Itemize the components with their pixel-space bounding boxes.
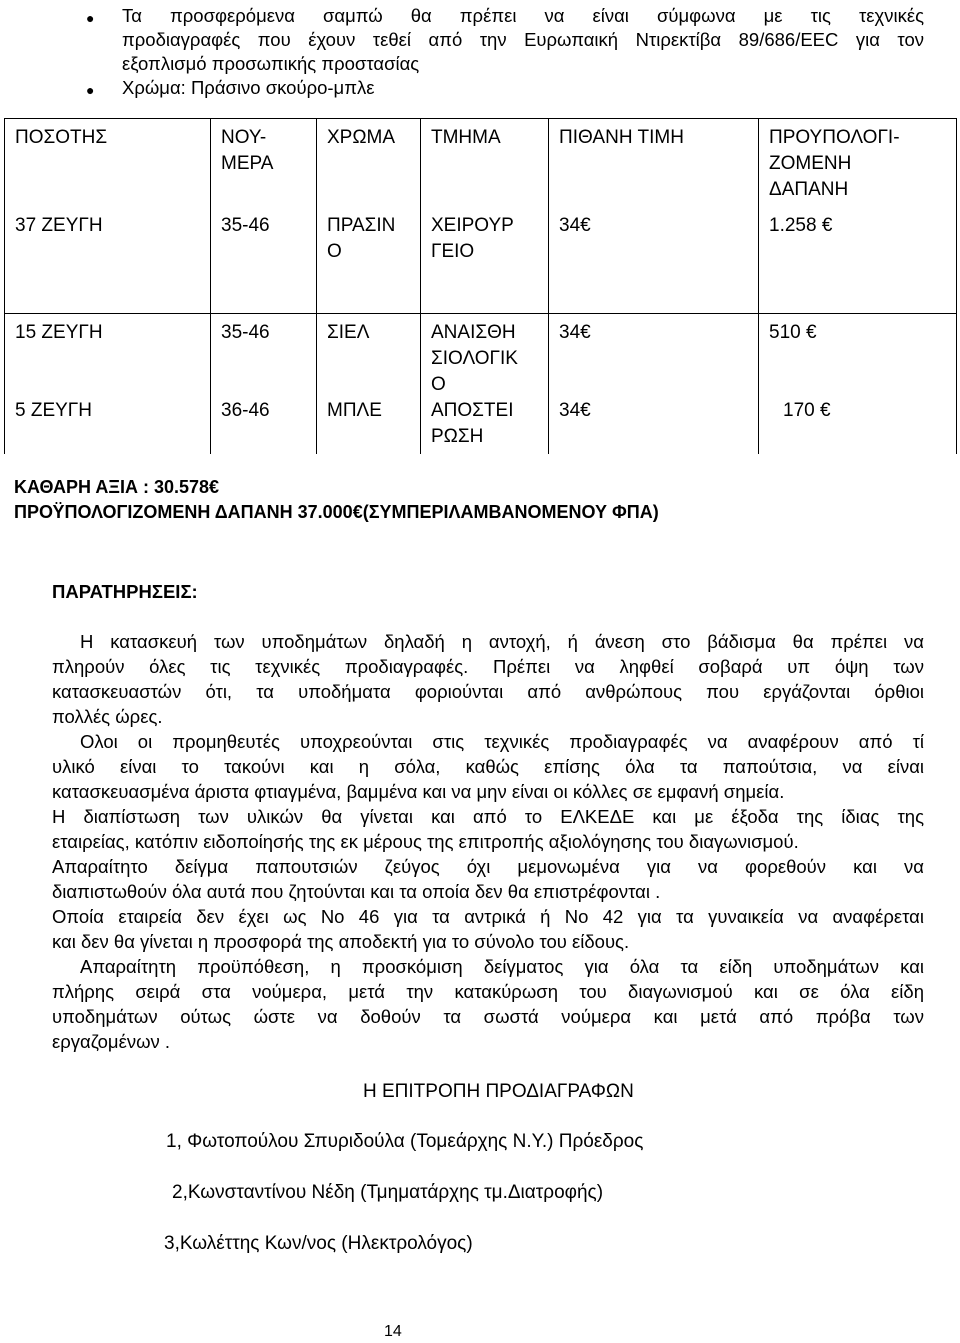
header-department: ΤΜΗΜΑ (421, 119, 549, 208)
header-budget: ΠΡΟΥΠΟΛΟΓΙ- ΖΟΜΕΝΗ ΔΑΠΑΝΗ (759, 119, 957, 208)
remark-line: εργαζομένων . (52, 1031, 171, 1052)
remark-line: Οποία εταιρεία δεν έχει ως Νο 46 για τα αντρικά ή Νο 42 για τα γυναικεία να αναφέρεται (52, 906, 924, 927)
table-header-row (5, 119, 957, 208)
cell-size: 35-46 36-46 (211, 314, 317, 455)
bullet-1-line-2: προδιαγραφές που έχουν τεθεί από την Ευρωπαική Ντιρεκτίβα 89/686/ΕΕC για τον (122, 29, 924, 50)
cell-department: ΑΝΑΙΣΘΗ ΣΙΟΛΟΓΙΚ Ο ΑΠΟΣΤΕΙ ΡΩΣΗ (421, 314, 549, 455)
committee-member: 2,Κωνσταντίνου Νέδη (Τμηματάρχης τμ.Διατροφής) (172, 1182, 604, 1203)
table-row (5, 207, 957, 314)
remark-line: πληρούν όλες τις τεχνικές προδιαγραφές. Πρέπει να ληφθεί σοβαρά υπ όψη των (52, 656, 924, 677)
remark-line: κατασκευαστών ότι, τα υποδήματα φοριούνται από ανθρώπους που εργάζονται όρθιοι (52, 681, 924, 702)
remarks-title: ΠΑΡΑΤΗΡΗΣΕΙΣ: (52, 581, 198, 602)
cell-size: 35-46 (211, 207, 317, 314)
bullet-1-line-3: εξοπλισμό προσωπικής προστασίας (122, 53, 420, 74)
bullet-2-line-1: Χρώμα: Πράσινο σκούρο-μπλε (122, 77, 375, 98)
remark-line: και δεν θα γίνεται η προσφορά της αποδεκτή για το σύνολο του είδους. (52, 931, 630, 952)
page-number: 14 (384, 1323, 402, 1340)
remark-line: διαπιστωθούν όλα αυτά που ζητούνται και τα οποία δεν θα επιστρέφονται . (52, 881, 661, 902)
remark-line: υποδημάτων ούτως ώστε να δοθούν τα σωστά νούμερα και μετά από πρόβα των (52, 1006, 924, 1027)
budget-total: ΠΡΟΫΠΟΛΟΓΙΖΟΜΕΝΗ ΔΑΠΑΝΗ 37.000€(ΣΥΜΠΕΡΙΛΑΜΒΑΝΟΜΕΝΟΥ ΦΠΑ) (14, 502, 659, 522)
remark-line: Απαραίτητο δείγμα παπουτσιών ζεύγος όχι μεμονωμένα για να φορεθούν και να (52, 856, 924, 877)
committee-member: 3,Κωλέττης Κων/νος (Ηλεκτρολόγος) (164, 1233, 473, 1254)
cell-price: 34€ 34€ (549, 314, 759, 455)
cell-price: 34€ (549, 207, 759, 314)
bullet-dot: ● (86, 82, 95, 98)
remark-line: Απαραίτητη προϋπόθεση, η προσκόμιση δείγματος για όλα τα είδη υποδημάτων και (80, 956, 924, 977)
cell-department: ΧΕΙΡΟΥΡ ΓΕΙΟ (421, 207, 549, 314)
cell-quantity: 15 ΖΕΥΓΗ 5 ΖΕΥΓΗ (5, 314, 211, 455)
header-color: ΧΡΩΜΑ (317, 119, 421, 208)
header-price: ΠΙΘΑΝΗ ΤΙΜΗ (549, 119, 759, 208)
cell-color: ΠΡΑΣΙΝ Ο (317, 207, 421, 314)
committee-title: Η ΕΠΙΤΡΟΠΗ ΠΡΟΔΙΑΓΡΑΦΩΝ (363, 1081, 634, 1102)
remark-line: Η διαπίστωση των υλικών θα γίνεται και από το ΕΛΚΕΔΕ και με έξοδα της ίδιας της (52, 806, 924, 827)
remark-line: πολλές ώρες. (52, 706, 163, 727)
remark-line: εταιρείας, κατόπιν ειδοποίησής της εκ μέρους της επιτροπής αξιολόγησης του διαγωνισμού. (52, 831, 799, 852)
table-row (5, 314, 957, 455)
remark-line: Ολοι οι προμηθευτές υποχρεούνται στις τεχνικές προδιαγραφές να αναφέρουν από τί (80, 731, 924, 752)
remark-line: Η κατασκευή των υποδημάτων δηλαδή η αντοχή, ή άνεση στο βάδισμα θα πρέπει να (80, 631, 924, 652)
net-value: ΚΑΘΑΡΗ ΑΞΙΑ : 30.578€ (14, 477, 220, 497)
header-quantity: ΠΟΣΟΤΗΣ (5, 119, 211, 208)
bullet-dot: ● (86, 10, 95, 26)
remarks-body (52, 629, 924, 1054)
spec-table (4, 118, 957, 454)
cell-budget: 1.258 € (759, 207, 957, 314)
committee-member: 1, Φωτοπούλου Σπυριδούλα (Τομεάρχης Ν.Υ.) Πρόεδρος (166, 1131, 644, 1152)
remark-line: υλικό είναι το τακούνι και η σόλα, καθώς επίσης όλα τα παπούτσια, να είναι (52, 756, 924, 777)
cell-color: ΣΙΕΛ ΜΠΛΕ (317, 314, 421, 455)
remark-line: κατασκευασμένα άριστα φτιαγμένα, βαμμένα και να μην είναι οι κόλλες σε εμφανή σημεία. (52, 781, 785, 802)
cell-budget: 510 € 170 € (759, 314, 957, 455)
remark-line: πλήρης σειρά στα νούμερα, μετά την κατακύρωση του διαγωνισμού και σε όλα είδη (52, 981, 924, 1002)
cell-quantity: 37 ΖΕΥΓΗ (5, 207, 211, 314)
bullet-1-line-1: Τα προσφερόμενα σαμπώ θα πρέπει να είναι σύμφωνα με τις τεχνικές (122, 5, 924, 26)
header-size: ΝΟΥ- ΜΕΡΑ (211, 119, 317, 208)
